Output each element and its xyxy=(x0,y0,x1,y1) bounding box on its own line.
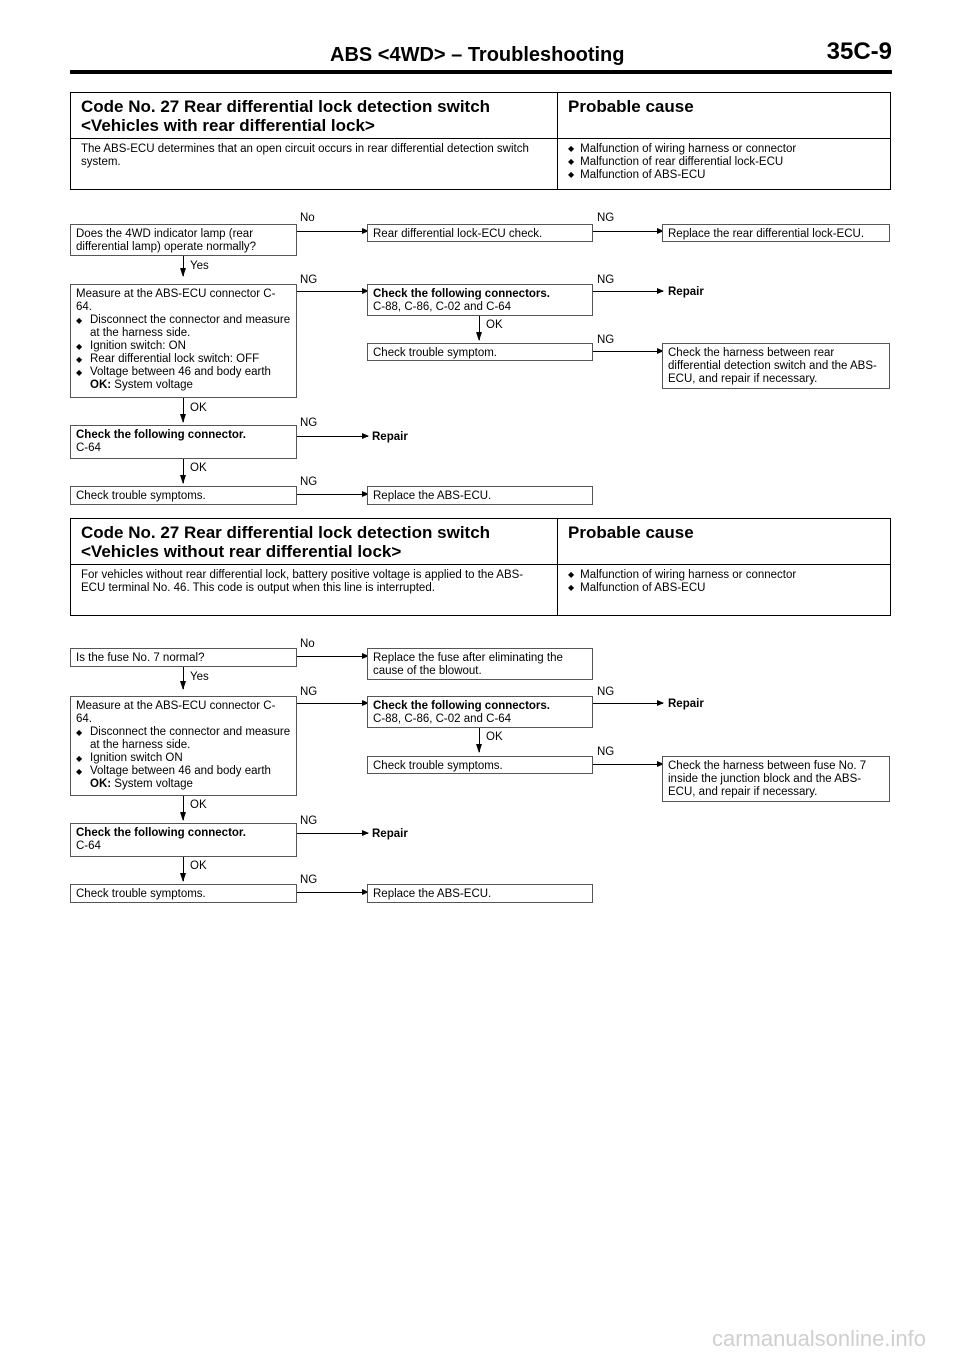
code-description: For vehicles without rear differential lock, battery positive voltage is applied to the ABS-ECU terminal No. 46. This code is output when this line is interrupted. xyxy=(71,565,558,615)
check-harness-rear-diff: Check the harness between rear differential detection switch and the ABS-ECU, and repair if necessary. xyxy=(662,343,890,389)
measure-ok-line xyxy=(76,379,291,392)
yes-label: Yes xyxy=(190,671,209,683)
probable-cause-header: Probable cause xyxy=(568,97,694,116)
ok-label: OK: xyxy=(90,379,112,391)
check-connector-id: C-64 xyxy=(76,840,101,852)
probable-cause-list xyxy=(558,139,890,189)
ng-label: NG xyxy=(597,746,615,758)
ok-label: OK xyxy=(486,731,503,743)
check-trouble-symptoms: Check trouble symptoms. xyxy=(70,486,297,505)
measure-abs-ecu-connector xyxy=(70,696,297,796)
arrow-right xyxy=(297,436,368,437)
ok-value: System voltage xyxy=(114,379,193,391)
cause-item: ◆ Malfunction of rear differential lock-ECU xyxy=(568,156,880,169)
repair-text: Repair xyxy=(668,698,704,710)
arrow-down xyxy=(183,398,184,422)
code-title xyxy=(71,93,558,138)
code-table-without-lock xyxy=(70,518,891,616)
page-title: ABS <4WD> – Troubleshooting xyxy=(330,44,625,66)
arrow-right xyxy=(297,703,368,704)
check-connector-title: Check the following connector. xyxy=(76,429,246,441)
probable-cause-header: Probable cause xyxy=(568,523,694,542)
measure-step: ◆ Disconnect the connector and measure at the harness side. xyxy=(76,314,291,340)
code-description: The ABS-ECU determines that an open circuit occurs in rear differential detection switch system. xyxy=(71,139,558,189)
code-title-line1: Code No. 27 Rear differential lock detection switch xyxy=(81,97,491,116)
arrow-down xyxy=(183,857,184,881)
no-label: No xyxy=(300,638,315,650)
arrow-down xyxy=(183,459,184,483)
ng-label: NG xyxy=(300,274,318,286)
ng-label: NG xyxy=(597,274,615,286)
ng-label: NG xyxy=(300,874,318,886)
measure-step: ◆ Voltage between 46 and body earth xyxy=(76,366,291,379)
probable-cause-list xyxy=(558,565,890,615)
arrow-right xyxy=(297,892,368,893)
replace-abs-ecu: Replace the ABS-ECU. xyxy=(367,486,593,505)
arrow-down xyxy=(183,796,184,820)
check-trouble-symptoms: Check trouble symptoms. xyxy=(367,756,593,774)
check-connectors-list: C-88, C-86, C-02 and C-64 xyxy=(373,301,512,313)
measure-step: ◆ Ignition switch ON xyxy=(76,752,291,765)
question-4wd-lamp: Does the 4WD indicator lamp (rear differential lamp) operate normally? xyxy=(70,224,297,256)
check-connectors xyxy=(367,284,593,316)
ok-label: OK xyxy=(486,319,503,331)
check-connectors-list: C-88, C-86, C-02 and C-64 xyxy=(373,713,512,725)
ng-label: NG xyxy=(300,815,318,827)
ng-label: NG xyxy=(300,417,318,429)
ok-label: OK: xyxy=(90,778,112,790)
cause-item: ◆ Malfunction of ABS-ECU xyxy=(568,582,880,595)
ok-label: OK xyxy=(190,860,207,872)
check-trouble-symptom: Check trouble symptom. xyxy=(367,343,593,361)
arrow-right xyxy=(297,291,368,292)
measure-step: ◆ Ignition switch: ON xyxy=(76,340,291,353)
replace-abs-ecu: Replace the ABS-ECU. xyxy=(367,884,593,903)
check-connectors-title: Check the following connectors. xyxy=(373,700,550,712)
ng-label: NG xyxy=(597,334,615,346)
measure-title: Measure at the ABS-ECU connector C-64. xyxy=(76,700,276,725)
arrow-down xyxy=(183,667,184,689)
replace-fuse: Replace the fuse after eliminating the cause of the blowout. xyxy=(367,648,593,680)
ok-value: System voltage xyxy=(114,778,193,790)
check-connector-id: C-64 xyxy=(76,442,101,454)
rear-diff-ecu-check: Rear differential lock-ECU check. xyxy=(367,224,593,242)
ng-label: NG xyxy=(300,686,318,698)
check-connector-title: Check the following connector. xyxy=(76,827,246,839)
arrow-down xyxy=(479,316,480,340)
repair-text: Repair xyxy=(372,431,408,443)
code-title-line1: Code No. 27 Rear differential lock detection switch xyxy=(81,523,491,542)
check-connectors xyxy=(367,696,593,728)
arrow-right xyxy=(593,351,663,352)
no-label: No xyxy=(300,212,315,224)
check-connector-c64 xyxy=(70,425,297,459)
code-title-line2: <Vehicles without rear differential lock> xyxy=(81,542,402,561)
arrow-right xyxy=(297,494,368,495)
page-number: 35C-9 xyxy=(826,38,892,65)
ok-label: OK xyxy=(190,799,207,811)
repair-text: Repair xyxy=(372,828,408,840)
ng-label: NG xyxy=(597,212,615,224)
measure-step: ◆ Rear differential lock switch: OFF xyxy=(76,353,291,366)
cause-item: ◆ Malfunction of ABS-ECU xyxy=(568,169,880,182)
code-title xyxy=(71,519,558,564)
measure-abs-ecu-connector xyxy=(70,284,297,398)
check-connector-c64 xyxy=(70,823,297,857)
arrow-right xyxy=(593,231,663,232)
replace-rear-diff-ecu: Replace the rear differential lock-ECU. xyxy=(662,224,890,242)
code-table-with-lock xyxy=(70,92,891,190)
measure-step: ◆ Voltage between 46 and body earth xyxy=(76,765,291,778)
arrow-right xyxy=(593,703,663,704)
ng-label: NG xyxy=(597,686,615,698)
ok-label: OK xyxy=(190,402,207,414)
ok-label: OK xyxy=(190,462,207,474)
ng-label: NG xyxy=(300,476,318,488)
arrow-right xyxy=(297,231,368,232)
code-title-line2: <Vehicles with rear differential lock> xyxy=(81,116,375,135)
cause-item: ◆ Malfunction of wiring harness or connector xyxy=(568,143,880,156)
arrow-down xyxy=(479,728,480,752)
cause-item: ◆ Malfunction of wiring harness or connector xyxy=(568,569,880,582)
arrow-right xyxy=(297,656,368,657)
arrow-right xyxy=(297,833,368,834)
check-connectors-title: Check the following connectors. xyxy=(373,288,550,300)
measure-title: Measure at the ABS-ECU connector C-64. xyxy=(76,288,276,313)
question-fuse-7: Is the fuse No. 7 normal? xyxy=(70,648,297,667)
yes-label: Yes xyxy=(190,260,209,272)
header-rule xyxy=(70,70,892,74)
watermark: carmanualsonline.info xyxy=(711,1326,926,1351)
measure-ok-line xyxy=(76,778,291,791)
check-harness-fuse: Check the harness between fuse No. 7 inside the junction block and the ABS-ECU, and repair if necessary. xyxy=(662,756,890,802)
arrow-right xyxy=(593,764,663,765)
check-trouble-symptoms: Check trouble symptoms. xyxy=(70,884,297,903)
arrow-right xyxy=(593,291,663,292)
measure-step: ◆ Disconnect the connector and measure at the harness side. xyxy=(76,726,291,752)
arrow-down xyxy=(183,256,184,276)
repair-text: Repair xyxy=(668,286,704,298)
